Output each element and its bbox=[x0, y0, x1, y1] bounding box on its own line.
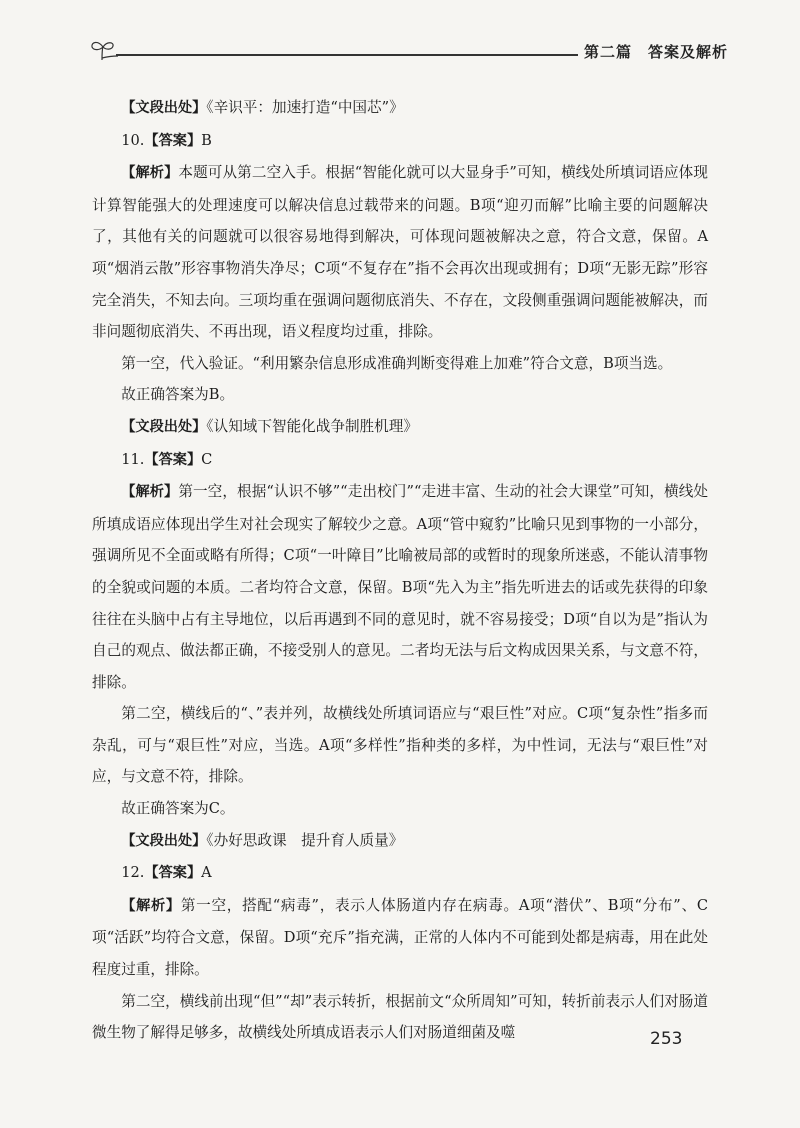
source-line bbox=[92, 92, 708, 125]
answer-label: 【答案】 bbox=[144, 132, 202, 149]
answer-label: 【答案】 bbox=[144, 451, 202, 468]
source-label: 【文段出处】 bbox=[121, 832, 207, 849]
conclusion: 故正确答案为C。 bbox=[121, 800, 235, 818]
conclusion: 故正确答案为B。 bbox=[121, 386, 235, 404]
page-number: 253 bbox=[650, 1029, 683, 1049]
answer-line bbox=[92, 857, 708, 890]
source-text: 《认知域下智能化战争制胜机理》 bbox=[206, 417, 418, 435]
section-title: 第二篇 答案及解析 bbox=[583, 43, 728, 61]
page-header bbox=[88, 36, 728, 66]
analysis-label: 【解析】 bbox=[121, 165, 179, 182]
answer-line bbox=[92, 444, 708, 477]
analysis-paragraph bbox=[92, 890, 708, 986]
source-line bbox=[92, 825, 708, 858]
source-label: 【文段出处】 bbox=[121, 418, 207, 435]
analysis-label: 【解析】 bbox=[121, 484, 179, 501]
analysis-text: 本题可从第二空入手。根据“智能化就可以大显身手”可知，横线处所填词语应体现计算智能强大的处理速度可以解决信息过载带来的问题。B项“迎刃而解”比喻主要的问题解决了，其他有关的问题就可以很容易地得到解决，可体现问题被解决之意，符合文意，保留。A项“烟消云散”形容事物消失净尽；C项“不复存在”指不会再次出现或拥有；D项“无影无踪”形容完全消失，不知去向。三项均重在强调问题彻底消失、不存在，文段侧重强调问题能被解决，而非问题彻底消失、不再出现，语义程度均过重，排除。 bbox=[92, 164, 708, 341]
analysis-label: 【解析】 bbox=[121, 897, 181, 914]
analysis-text: 第一空，根据“认识不够”“走出校门”“走进丰富、生动的社会大课堂”可知，横线处所填成语应体现出学生对社会现实了解较少之意。A项“管中窥豹”比喻只见到事物的一小部分，强调所见不全面或略有所得；C项“一叶障目”比喻被局部的或暂时的现象所迷惑，不能认清事物的全貌或问题的本质。二者均符合文意，保留。B项“先入为主”指先听进去的话或先获得的印象往往在头脑中占有主导地位，以后再遇到不同的意见时，就不容易接受；D项“自以为是”指认为自己的观点、做法都正确，不接受别人的意见。二者均无法与后文构成因果关系，与文意不符，排除。 bbox=[92, 483, 708, 691]
header-rule bbox=[116, 54, 578, 56]
source-text: 《辛识平：加速打造“中国芯”》 bbox=[206, 99, 404, 116]
answer-line bbox=[92, 125, 708, 158]
answer-value: C bbox=[201, 450, 213, 468]
analysis-text: 第一空，搭配“病毒”，表示人体肠道内存在病毒。A项“潜伏”、B项“分布”、C项“活跃”均符合文意，保留。D项“充斥”指充满，正常的人体内不可能到处都是病毒，用在此处程度过重，排除。 bbox=[92, 896, 708, 979]
source-line bbox=[92, 411, 708, 444]
analysis-paragraph bbox=[92, 476, 708, 698]
answer-label: 【答案】 bbox=[144, 865, 202, 882]
analysis-paragraph-2: 第二空，横线前出现“但”“却”表示转折，根据前文“众所周知”可知，转折前表示人们对肠道微生物了解得足够多，故横线处所填成语表示人们对肠道细菌及噬 bbox=[92, 992, 708, 1042]
source-label: 【文段出处】 bbox=[121, 100, 207, 116]
answer-value: B bbox=[201, 131, 212, 149]
sprout-icon bbox=[88, 38, 118, 62]
analysis-paragraph bbox=[92, 157, 708, 348]
question-number: 12. bbox=[121, 864, 145, 882]
answer-value: A bbox=[201, 864, 212, 882]
page-content bbox=[92, 92, 708, 1049]
source-text: 《办好思政课 提升育人质量》 bbox=[206, 831, 404, 849]
question-number: 10. bbox=[121, 131, 145, 149]
analysis-paragraph-2: 第二空，横线后的“、”表并列，故横线处所填词语应与“艰巨性”对应。C项“复杂性”指多而杂乱，可与“艰巨性”对应，当选。A项“多样性”指种类的多样，为中性词，无法与“艰巨性”对应，与文意不符，排除。 bbox=[92, 705, 708, 786]
analysis-paragraph-2: 第一空，代入验证。“利用繁杂信息形成准确判断变得难上加难”符合文意，B项当选。 bbox=[121, 354, 673, 372]
question-number: 11. bbox=[121, 450, 145, 468]
